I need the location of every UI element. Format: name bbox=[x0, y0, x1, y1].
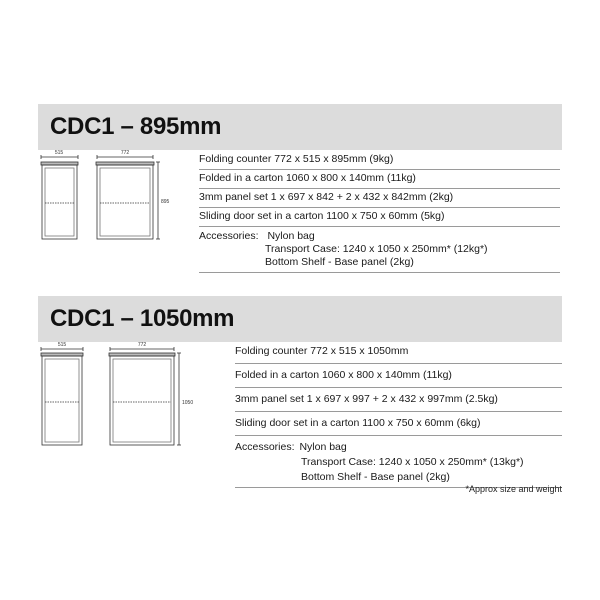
spec-row: Folding counter 772 x 515 x 895mm (9kg) bbox=[199, 151, 560, 170]
accessory-item: Bottom Shelf - Base panel (2kg) bbox=[301, 471, 450, 483]
accessory-item: Transport Case: 1240 x 1050 x 250mm* (13kg*) bbox=[301, 456, 524, 468]
accessories-label: Accessories: bbox=[235, 441, 295, 453]
footnote: *Approx size and weight bbox=[465, 484, 562, 494]
section-title-895: CDC1 – 895mm bbox=[38, 104, 562, 150]
spec-row: 3mm panel set 1 x 697 x 997 + 2 x 432 x 997mm (2.5kg) bbox=[235, 388, 562, 412]
dim-width-label: 515 bbox=[57, 342, 67, 348]
front-view bbox=[109, 347, 181, 445]
spec-row: 3mm panel set 1 x 697 x 842 + 2 x 432 x 842mm (2kg) bbox=[199, 189, 560, 208]
accessories-block bbox=[235, 436, 562, 488]
dim-height-label: 1050 bbox=[182, 400, 194, 406]
spec-row: Folded in a carton 1060 x 800 x 140mm (11kg) bbox=[235, 364, 562, 388]
side-view bbox=[41, 347, 83, 445]
spec-list-895 bbox=[199, 151, 560, 273]
spec-row: Folding counter 772 x 515 x 1050mm bbox=[235, 343, 562, 364]
counter-drawing-895 bbox=[36, 148, 186, 246]
accessory-item: Bottom Shelf - Base panel (2kg) bbox=[265, 256, 414, 268]
dim-width-label: 515 bbox=[54, 150, 64, 156]
accessory-item: Nylon bag bbox=[299, 441, 347, 453]
front-view bbox=[96, 155, 160, 239]
spec-row: Sliding door set in a carton 1100 x 750 x 60mm (5kg) bbox=[199, 208, 560, 227]
counter-drawing-1050 bbox=[36, 340, 196, 452]
accessories-label: Accessories: bbox=[199, 230, 259, 242]
spec-row: Folded in a carton 1060 x 800 x 140mm (11kg) bbox=[199, 170, 560, 189]
spec-row: Sliding door set in a carton 1100 x 750 x 60mm (6kg) bbox=[235, 412, 562, 436]
accessory-item: Transport Case: 1240 x 1050 x 250mm* (12kg*) bbox=[265, 243, 488, 255]
side-view bbox=[41, 155, 78, 239]
spec-list-1050 bbox=[235, 343, 562, 488]
section-title-1050: CDC1 – 1050mm bbox=[38, 296, 562, 342]
dim-front-width-label: 772 bbox=[120, 150, 130, 156]
accessories-block bbox=[199, 227, 560, 273]
dim-front-width-label: 772 bbox=[137, 342, 147, 348]
dim-height-label: 895 bbox=[161, 199, 170, 205]
accessory-item: Nylon bag bbox=[267, 230, 315, 242]
